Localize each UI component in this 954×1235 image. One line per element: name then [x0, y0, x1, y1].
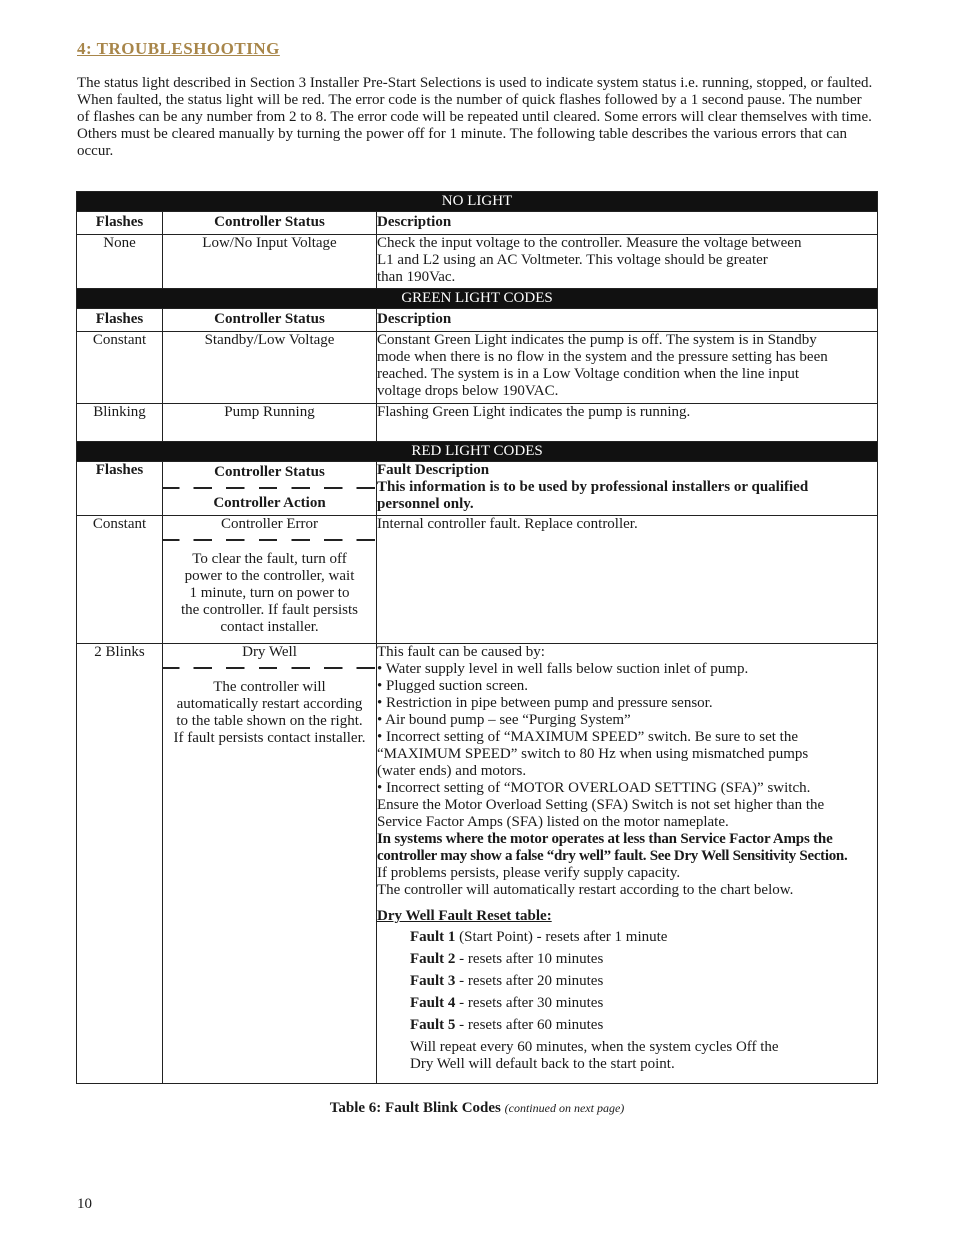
- table-row: [77, 404, 878, 442]
- action-text: [163, 547, 376, 636]
- reset-note-line: Dry Well will default back to the start point.: [410, 1056, 675, 1072]
- description-line: Ensure the Motor Overload Setting (SFA) Switch is not set higher than the: [377, 797, 825, 813]
- description-line: • Incorrect setting of “MAXIMUM SPEED” switch. Be sure to set the: [377, 729, 799, 745]
- description-bold-line: In systems where the motor operates at less than Service Factor Amps the: [377, 831, 833, 847]
- table-row: [77, 516, 878, 644]
- description-cell: Internal controller fault. Replace controller.: [377, 516, 878, 644]
- flashes-cell: None: [77, 235, 163, 289]
- action-text: [163, 675, 376, 747]
- caption-title: Table 6: Fault Blink Codes: [329, 1100, 501, 1116]
- description-line: This fault can be caused by:: [377, 644, 545, 660]
- status-cell: Standby/Low Voltage: [163, 332, 377, 404]
- flashes-cell: Constant: [77, 332, 163, 404]
- table-row: [77, 235, 878, 289]
- action-line: automatically restart according: [176, 696, 363, 712]
- action-line: power to the controller, wait: [184, 568, 355, 584]
- header-controller-status: Controller Status: [214, 464, 325, 480]
- dashed-divider: [163, 487, 376, 489]
- action-line: contact installer.: [220, 619, 319, 635]
- header-controller-status: Controller Status: [163, 212, 377, 235]
- reset-text: - resets after 60 minutes: [455, 1017, 604, 1033]
- action-line: 1 minute, turn on power to: [189, 585, 350, 601]
- description-cell: [377, 332, 878, 404]
- description-line: • Plugged suction screen.: [377, 678, 529, 694]
- action-line: If fault persists contact installer.: [173, 730, 366, 746]
- status-action-cell: [163, 516, 377, 644]
- header-description: Description: [377, 309, 878, 332]
- header-flashes: Flashes: [77, 309, 163, 332]
- status-text: Dry Well: [242, 644, 297, 660]
- reset-text: - resets after 30 minutes: [455, 995, 604, 1011]
- dashed-divider: [163, 667, 376, 669]
- status-text: Controller Error: [220, 516, 319, 532]
- header-description: Description: [377, 212, 878, 235]
- description-line: Constant Green Light indicates the pump is off. The system is in Standby: [377, 332, 817, 348]
- intro-paragraph: The status light described in Section 3 Installer Pre-Start Selections is used to indicate system status i.e. running, stopped, or faulted. When faulted, the status light will be red. The error code is the number of quick flashes followed by a 1 second pause. The number of flashes can be any number from 2 to 8. The error code will be repeated until cleared. Some errors will clear themselves with time. Others must be cleared manually by turning the power off for 1 minute. The following table describes the various errors that can occur.: [77, 75, 873, 159]
- status-cell: Low/No Input Voltage: [163, 235, 377, 289]
- reset-label: Fault 4: [410, 995, 456, 1011]
- description-line: • Restriction in pipe between pump and pressure sensor.: [377, 695, 713, 711]
- description-line: Service Factor Amps (SFA) listed on the motor nameplate.: [377, 814, 729, 830]
- description-line: reached. The system is in a Low Voltage condition when the line input: [377, 366, 799, 382]
- description-line: voltage drops below 190VAC.: [377, 383, 559, 399]
- header-note-line: This information is to be used by professional installers or qualified: [377, 479, 809, 495]
- description-line: Flashing Green Light indicates the pump is running.: [377, 404, 691, 420]
- band-no-light: NO LIGHT: [77, 192, 878, 212]
- fault-blink-codes-table: [76, 191, 878, 1084]
- reset-note-line: Will repeat every 60 minutes, when the system cycles Off the: [410, 1039, 779, 1055]
- page-number: 10: [77, 1196, 92, 1212]
- description-line: Check the input voltage to the controller. Measure the voltage between: [377, 235, 802, 251]
- description-line: • Air bound pump – see “Purging System”: [377, 712, 631, 728]
- header-flashes: Flashes: [77, 212, 163, 235]
- reset-row: [410, 929, 875, 946]
- description-line: • Incorrect setting of “MOTOR OVERLOAD SETTING (SFA)” switch.: [377, 780, 811, 796]
- header-note-line: personnel only.: [377, 496, 474, 512]
- description-cell: [377, 644, 878, 1084]
- reset-label: Fault 3: [410, 973, 456, 989]
- table-row: [77, 644, 878, 1084]
- table-caption: [0, 1100, 954, 1117]
- description-line: “MAXIMUM SPEED” switch to 80 Hz when using mismatched pumps: [377, 746, 809, 762]
- reset-text: - resets after 10 minutes: [455, 951, 604, 967]
- reset-row: [410, 995, 875, 1012]
- reset-label: Fault 5: [410, 1017, 456, 1033]
- reset-label: Fault 2: [410, 951, 456, 967]
- reset-row: [410, 1017, 875, 1034]
- header-controller-status: Controller Status: [163, 309, 377, 332]
- caption-note: (continued on next page): [504, 1101, 625, 1115]
- description-line: If problems persists, please verify supply capacity.: [377, 865, 681, 881]
- status-action-cell: [163, 644, 377, 1084]
- reset-table-title: Dry Well Fault Reset table:: [377, 908, 552, 924]
- reset-text: - resets after 20 minutes: [455, 973, 604, 989]
- section-heading: 4: TROUBLESHOOTING: [77, 39, 280, 58]
- header-fault-description-title: Fault Description: [377, 462, 490, 478]
- description-line: • Water supply level in well falls below suction inlet of pump.: [377, 661, 749, 677]
- table-row: [77, 332, 878, 404]
- action-line: the controller. If fault persists: [180, 602, 359, 618]
- description-cell: [377, 235, 878, 289]
- action-line: The controller will: [213, 679, 326, 695]
- reset-table: [377, 929, 875, 1073]
- reset-label: Fault 1: [410, 929, 456, 945]
- description-line: than 190Vac.: [377, 269, 456, 285]
- reset-row: [410, 973, 875, 990]
- description-line: The controller will automatically restart according to the chart below.: [377, 882, 794, 898]
- header-status-action: [163, 462, 377, 516]
- reset-row: [410, 951, 875, 968]
- description-line: mode when there is no flow in the system and the pressure setting has been: [377, 349, 828, 365]
- description-bold-line: controller may show a false “dry well” fault. See Dry Well Sensitivity Section.: [377, 848, 848, 864]
- band-red-light: RED LIGHT CODES: [77, 442, 878, 462]
- header-controller-action: Controller Action: [213, 495, 326, 511]
- dashed-divider: [163, 539, 376, 541]
- action-line: to the table shown on the right.: [176, 713, 363, 729]
- flashes-cell: 2 Blinks: [77, 644, 163, 1084]
- header-flashes: Flashes: [77, 462, 163, 516]
- header-fault-description: [377, 462, 878, 516]
- description-line: L1 and L2 using an AC Voltmeter. This voltage should be greater: [377, 252, 768, 268]
- flashes-cell: Blinking: [77, 404, 163, 442]
- action-line: To clear the fault, turn off: [192, 551, 347, 567]
- reset-text: (Start Point) - resets after 1 minute: [455, 929, 668, 945]
- flashes-cell: Constant: [77, 516, 163, 644]
- band-green-light: GREEN LIGHT CODES: [77, 289, 878, 309]
- description-cell: [377, 404, 878, 442]
- description-line: (water ends) and motors.: [377, 763, 527, 779]
- status-cell: Pump Running: [163, 404, 377, 442]
